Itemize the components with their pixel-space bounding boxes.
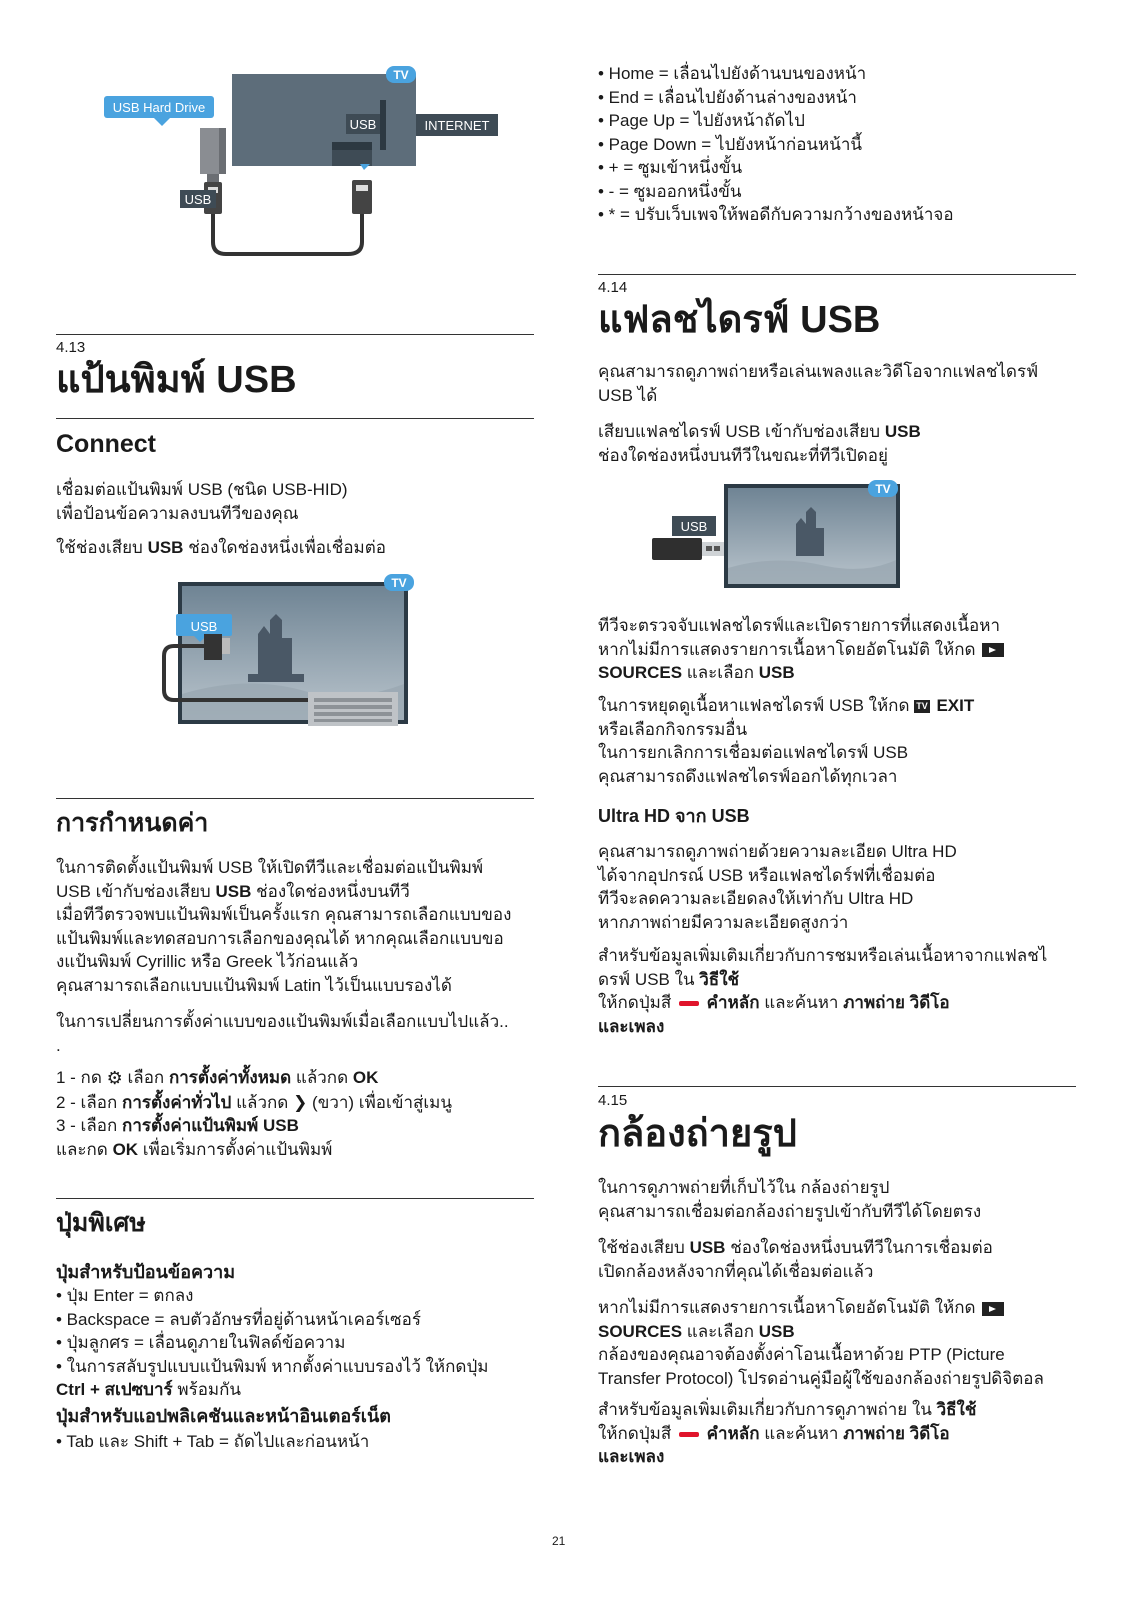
settings-gear-icon: ⚙: [106, 1068, 123, 1088]
list-item: • Home = เลื่อนไปยังด้านบนของหน้า: [598, 64, 867, 83]
configuration-paragraph-2: ในการเปลี่ยนการตั้งค่าแบบของแป้นพิมพ์เมื่อเลือกแบบไปแล้ว.. .: [56, 1012, 509, 1055]
connect-paragraph-1: เชื่อมต่อแป้นพิมพ์ USB (ชนิด USB-HID) เพื่อป้อนข้อความลงบนทีวีของคุณ: [56, 480, 348, 523]
section-number: 4.13: [56, 339, 86, 356]
ultra-hd-heading: Ultra HD จาก USB: [598, 806, 750, 826]
section-rule: [598, 1086, 1076, 1087]
svg-text:USB Hard Drive: USB Hard Drive: [112, 100, 206, 115]
red-color-key-icon: [679, 1001, 699, 1006]
section-rule: [598, 274, 1076, 275]
list-item: • Page Down = ไปยังหน้าก่อนหน้านี้: [598, 134, 863, 154]
special-keys-heading: ปุ่มพิเศษ: [56, 1209, 146, 1237]
text-keys-list: [56, 1284, 534, 1402]
svg-text:USB: USB: [190, 619, 218, 634]
more-info-paragraph: สำหรับข้อมูลเพิ่มเติมเกี่ยวกับการชมหรือเล่นเนื้อหาจากแฟลชไ ดรฟ์ USB ใน วิธีใช้ ให้กดปุ่มสี คำหลัก และค้นหา ภาพถ่าย วิดีโอ และเพลง: [598, 946, 1048, 1036]
svg-text:USB: USB: [184, 192, 212, 207]
sources-icon: [982, 643, 1004, 657]
tv-back-panel: [232, 74, 416, 166]
flash-drive-paragraph-4: ในการหยุดดูเนื้อหาแฟลชไดรฟ์ USB ให้กด TV EXIT หรือเลือกกิจกรรมอื่น ในการยกเลิกการเชื่อมต่อแฟลชไดรฟ์ USB คุณสามารถดึงแฟลชไดรฟ์ออกได้ทุกเวลา: [598, 696, 975, 786]
subsection-rule: [56, 418, 534, 419]
app-keys-list: [56, 1430, 534, 1454]
list-item: • ในการสลับรูปแบบแป้นพิมพ์ หากตั้งค่าแบบรองไว้ ให้กดปุ่ม: [56, 1356, 489, 1376]
section-title: แฟลชไดรฟ์ USB: [598, 299, 881, 341]
page-number: 21: [552, 1534, 566, 1548]
flash-drive: [652, 538, 702, 560]
connect-paragraph-2: ใช้ช่องเสียบ USB ช่องใดช่องหนึ่งเพื่อเชื่อมต่อ: [56, 538, 386, 557]
list-item: • + = ซูมเข้าหนึ่งขั้น: [598, 158, 743, 177]
step-2: 2 - เลือก การตั้งค่าทั่วไป แล้วกด ❯ (ขวา) เพื่อเข้าสู่เมนู: [56, 1092, 453, 1112]
sources-icon: [982, 1302, 1004, 1316]
list-item: Ctrl + สเปซบาร์ พร้อมกัน: [56, 1380, 242, 1399]
red-color-key-icon: [679, 1432, 699, 1437]
connect-heading: Connect: [56, 430, 156, 458]
flash-drive-paragraph-3: ทีวีจะตรวจจับแฟลชไดรฟ์และเปิดรายการที่แสดงเนื้อหา หากไม่มีการแสดงรายการเนื้อหาโดยอัตโนมัติ ให้กด SOURCES และเลือก USB: [598, 614, 1076, 685]
section-number: 4.14: [598, 279, 628, 296]
usb-flash-drive-illustration: [646, 480, 906, 590]
list-item: • Page Up = ไปยังหน้าถัดไป: [598, 111, 805, 130]
configuration-heading: การกำหนดค่า: [56, 809, 209, 837]
section-number: 4.15: [598, 1092, 628, 1109]
svg-text:TV: TV: [393, 68, 409, 82]
step-1: 1 - กด ⚙ เลือก การตั้งค่าทั้งหมด แล้วกด OK: [56, 1068, 379, 1088]
list-item: • Backspace = ลบตัวอักษรที่อยู่ด้านหน้าเคอร์เซอร์: [56, 1309, 422, 1329]
navigation-keys-list: [598, 62, 1076, 227]
camera-paragraph-3: หากไม่มีการแสดงรายการเนื้อหาโดยอัตโนมัติ ให้กด SOURCES และเลือก USB กล้องของคุณอาจต้องตั้งค่าโอนเนื้อหาด้วย PTP (Picture Transfer Protocol) โปรดอ่านคู่มือผู้ใช้ของกล้องถ่ายรูปดิจิตอล: [598, 1298, 1044, 1388]
list-item: • ปุ่มลูกศร = เลื่อนดูภายในฟิลด์ข้อความ: [56, 1333, 346, 1352]
configuration-steps: [56, 1066, 534, 1161]
section-title: กล้องถ่ายรูป: [598, 1113, 797, 1155]
usb-keyboard-illustration: [108, 574, 428, 754]
list-item: • - = ซูมออกหนึ่งขั้น: [598, 181, 742, 201]
text-keys-heading: ปุ่มสำหรับป้อนข้อความ: [56, 1262, 236, 1282]
svg-text:INTERNET: INTERNET: [424, 118, 490, 133]
section-rule: [56, 334, 534, 335]
subsection-rule: [56, 798, 534, 799]
usb-hard-drive-illustration: [104, 62, 564, 272]
tv-key-icon: TV: [916, 701, 928, 712]
list-item: • ปุ่ม Enter = ตกลง: [56, 1286, 194, 1305]
list-item: • Tab และ Shift + Tab = ถัดไปและก่อนหน้า: [56, 1432, 370, 1451]
svg-text:USB: USB: [349, 117, 377, 132]
usb-plug: [204, 634, 222, 660]
camera-more-info-paragraph: สำหรับข้อมูลเพิ่มเติมเกี่ยวกับการดูภาพถ่าย ใน วิธีใช้ ให้กดปุ่มสี คำหลัก และค้นหา ภาพถ่าย วิดีโอ และเพลง: [598, 1400, 977, 1466]
section-title: แป้นพิมพ์ USB: [56, 359, 297, 401]
usb-cable: [213, 214, 362, 254]
svg-text:TV: TV: [391, 576, 407, 590]
ultra-hd-paragraph: คุณสามารถดูภาพถ่ายด้วยความละเอียด Ultra HD ได้จากอุปกรณ์ USB หรือแฟลชไดร์ฟที่เชื่อมต่อ ทีวีจะลดความละเอียดลงให้เท่ากับ Ultra HD หากภาพถ่ายมีความละเอียดสูงกว่า: [598, 842, 957, 932]
app-keys-heading: ปุ่มสำหรับแอปพลิเคชันและหน้าอินเตอร์เน็ต: [56, 1406, 391, 1426]
step-3: 3 - เลือก การตั้งค่าแป้นพิมพ์ USB: [56, 1116, 299, 1135]
subsection-rule: [56, 1198, 534, 1199]
list-item: • * = ปรับเว็บเพจให้พอดีกับความกว้างของหน้าจอ: [598, 205, 954, 224]
step-4: และกด OK เพื่อเริ่มการตั้งค่าแป้นพิมพ์: [56, 1139, 333, 1159]
camera-paragraph-1: ในการดูภาพถ่ายที่เก็บไว้ใน กล้องถ่ายรูป คุณสามารถเชื่อมต่อกล้องถ่ายรูปเข้ากับทีวีได้โดยตรง: [598, 1178, 982, 1221]
camera-paragraph-2: ใช้ช่องเสียบ USB ช่องใดช่องหนึ่งบนทีวีในการเชื่อมต่อ เปิดกล้องหลังจากที่คุณได้เชื่อมต่อแล้ว: [598, 1238, 993, 1281]
chevron-right-icon: ❯: [293, 1092, 308, 1112]
svg-text:TV: TV: [875, 482, 891, 496]
configuration-paragraph-1: ในการติดตั้งแป้นพิมพ์ USB ให้เปิดทีวีและเชื่อมต่อแป้นพิมพ์ USB เข้ากับช่องเสียบ USB ช่องใดช่องหนึ่งบนทีวี เมื่อทีวีตรวจพบแป้นพิมพ์เป็นครั้งแรก คุณสามารถเลือกแบบของ แป้นพิมพ์และทดสอบการเลือกของคุณได้ หากคุณเลือกแบบขอ งแป้นพิมพ์ Cyrillic หรือ Greek ไว้ก่อนแล้ว คุณสามารถเลือกแบบแป้นพิมพ์ Latin ไว้เป็นแบบรองได้: [56, 858, 512, 995]
svg-text:USB: USB: [680, 519, 708, 534]
flash-drive-paragraph-1: คุณสามารถดูภาพถ่ายหรือเล่นเพลงและวิดีโอจากแฟลชไดรฟ์ USB ได้: [598, 362, 1039, 405]
list-item: • End = เลื่อนไปยังด้านล่างของหน้า: [598, 87, 857, 107]
flash-drive-paragraph-2: เสียบแฟลชไดรฟ์ USB เข้ากับช่องเสียบ USB ช่องใดช่องหนึ่งบนทีวีในขณะที่ทีวีเปิดอยู่: [598, 422, 921, 465]
